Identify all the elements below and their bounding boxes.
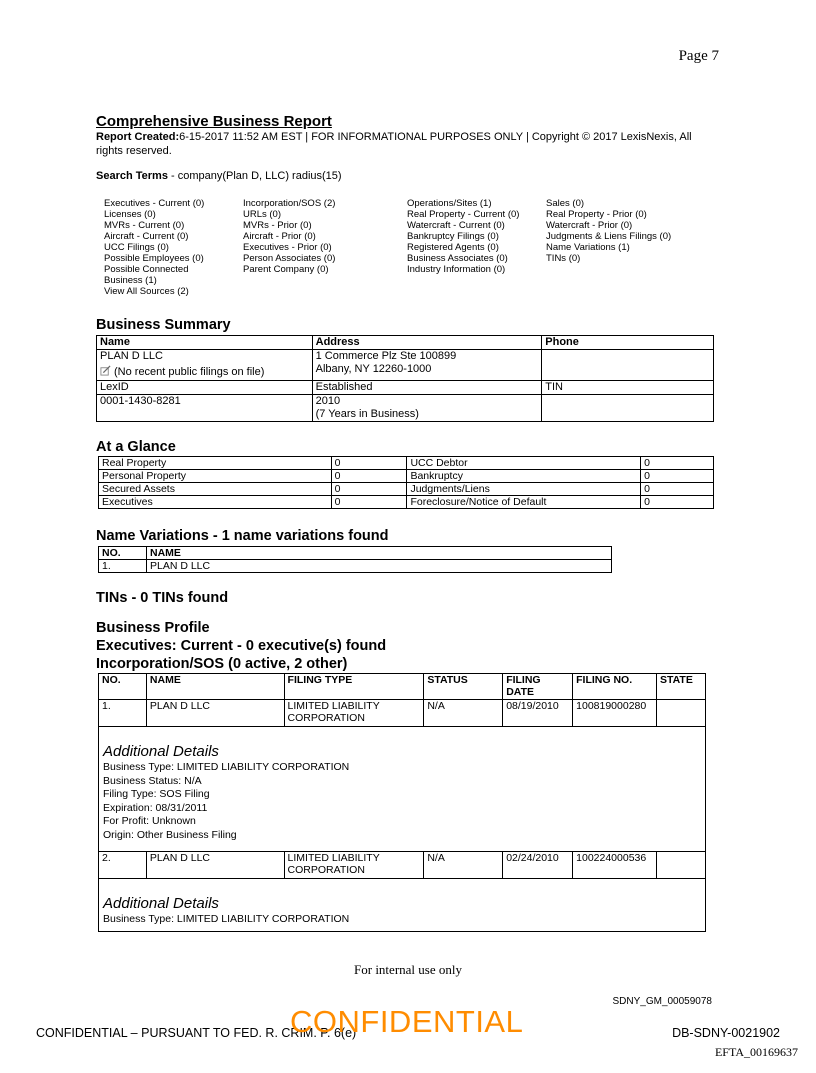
glance-label: Foreclosure/Notice of Default bbox=[407, 496, 641, 509]
col-header-name: NAME bbox=[146, 674, 284, 700]
db-sdny-number: DB-SDNY-0021902 bbox=[672, 1026, 780, 1040]
source-link[interactable]: Business Associates (0) bbox=[407, 253, 508, 264]
tin-value bbox=[542, 395, 714, 422]
record-filing-date: 08/19/2010 bbox=[503, 700, 573, 727]
detail-line: Business Type: LIMITED LIABILITY CORPORATION bbox=[103, 913, 350, 925]
table-row bbox=[99, 700, 706, 727]
glance-value: 0 bbox=[331, 483, 407, 496]
table-row bbox=[99, 727, 706, 852]
col-header-filing-date: FILING DATE bbox=[503, 674, 573, 700]
table-row bbox=[99, 560, 612, 573]
row-name: PLAN D LLC bbox=[147, 560, 612, 573]
table-row bbox=[97, 395, 714, 422]
record-status: N/A bbox=[424, 852, 503, 879]
search-terms-label: Search Terms bbox=[96, 170, 168, 182]
established-year: 2010 bbox=[315, 395, 341, 407]
record-filing-type: LIMITED LIABILITY CORPORATION bbox=[284, 700, 424, 727]
col-header-no: NO. bbox=[99, 547, 147, 560]
confidential-notice: CONFIDENTIAL – PURSUANT TO FED. R. CRIM. P. 6(e) bbox=[36, 1026, 357, 1040]
glance-label: Real Property bbox=[99, 457, 332, 470]
sources-col-2 bbox=[243, 198, 335, 275]
at-a-glance-heading: At a Glance bbox=[96, 439, 176, 455]
glance-value: 0 bbox=[641, 483, 714, 496]
additional-details-title: Additional Details bbox=[103, 895, 219, 912]
source-link[interactable]: Operations/Sites (1) bbox=[407, 198, 492, 209]
view-all-sources-link[interactable]: View All Sources (2) bbox=[104, 286, 189, 297]
record-name: PLAN D LLC bbox=[146, 700, 284, 727]
tins-heading: TINs - 0 TINs found bbox=[96, 590, 229, 606]
table-row bbox=[99, 496, 714, 509]
sources-col-1 bbox=[104, 198, 204, 297]
additional-details-title: Additional Details bbox=[103, 743, 219, 760]
report-created bbox=[96, 130, 721, 158]
glance-value: 0 bbox=[641, 496, 714, 509]
col-header-status: STATUS bbox=[424, 674, 503, 700]
table-row bbox=[99, 852, 706, 879]
record-no: 2. bbox=[99, 852, 147, 879]
table-row bbox=[99, 674, 706, 700]
source-link[interactable]: Watercraft - Current (0) bbox=[407, 220, 505, 231]
record-no: 1. bbox=[99, 700, 147, 727]
business-name: PLAN D LLC bbox=[100, 350, 163, 362]
glance-label: Bankruptcy bbox=[407, 470, 641, 483]
efta-number: EFTA_00169637 bbox=[714, 1045, 798, 1059]
no-filings-note: (No recent public filings on file) bbox=[114, 366, 265, 378]
additional-details bbox=[99, 727, 706, 852]
record-filing-no: 100224000536 bbox=[573, 852, 657, 879]
glance-value: 0 bbox=[331, 470, 407, 483]
table-row bbox=[99, 547, 612, 560]
bates-number: SDNY_GM_00059078 bbox=[612, 996, 712, 1007]
confidential-stamp: CONFIDENTIAL bbox=[290, 1004, 524, 1039]
table-row bbox=[99, 879, 706, 932]
source-link[interactable]: Real Property - Prior (0) bbox=[546, 209, 647, 220]
source-link[interactable]: TINs (0) bbox=[546, 253, 581, 264]
detail-line: Business Type: LIMITED LIABILITY CORPORATION bbox=[103, 761, 350, 773]
name-variations-heading: Name Variations - 1 name variations found bbox=[96, 528, 389, 544]
source-link[interactable]: Business (1) bbox=[104, 275, 157, 286]
source-link[interactable]: Person Associates (0) bbox=[243, 253, 336, 264]
glance-label: Personal Property bbox=[99, 470, 332, 483]
table-row bbox=[99, 483, 714, 496]
col-header-lexid: LexID bbox=[97, 381, 313, 395]
source-link[interactable]: Sales (0) bbox=[546, 198, 585, 209]
record-state bbox=[656, 700, 705, 727]
source-link[interactable]: Judgments & Liens Filings (0) bbox=[546, 231, 672, 242]
business-summary-table bbox=[96, 335, 714, 422]
col-header-phone: Phone bbox=[542, 336, 714, 350]
years-in-business: (7 Years in Business) bbox=[315, 408, 419, 420]
glance-label: Judgments/Liens bbox=[407, 483, 641, 496]
source-link[interactable]: Possible Employees (0) bbox=[104, 253, 204, 264]
internal-use-note: For internal use only bbox=[354, 962, 462, 977]
lexid-value: 0001-1430-8281 bbox=[97, 395, 313, 422]
record-filing-no: 100819000280 bbox=[573, 700, 657, 727]
source-link[interactable]: Name Variations (1) bbox=[546, 242, 630, 253]
source-link[interactable]: Bankruptcy Filings (0) bbox=[407, 231, 499, 242]
search-terms-text: - company(Plan D, LLC) radius(15) bbox=[167, 170, 342, 182]
executives-heading: Executives: Current - 0 executive(s) found bbox=[96, 638, 387, 654]
source-link[interactable]: Parent Company (0) bbox=[243, 264, 329, 275]
glance-value: 0 bbox=[331, 496, 407, 509]
source-link[interactable]: Executives - Prior (0) bbox=[243, 242, 332, 253]
sources-col-4 bbox=[546, 198, 671, 264]
row-no: 1. bbox=[99, 560, 147, 573]
source-link[interactable]: URLs (0) bbox=[243, 209, 282, 220]
col-header-name: NAME bbox=[147, 547, 612, 560]
col-header-no: NO. bbox=[99, 674, 147, 700]
glance-label: Secured Assets bbox=[99, 483, 332, 496]
additional-details bbox=[99, 879, 706, 932]
record-filing-type: LIMITED LIABILITY CORPORATION bbox=[284, 852, 424, 879]
source-link[interactable]: Executives - Current (0) bbox=[104, 198, 205, 209]
source-link[interactable]: Real Property - Current (0) bbox=[407, 209, 520, 220]
source-link[interactable]: Aircraft - Current (0) bbox=[104, 231, 189, 242]
source-link[interactable]: Watercraft - Prior (0) bbox=[546, 220, 633, 231]
source-link[interactable]: Incorporation/SOS (2) bbox=[243, 198, 336, 209]
record-status: N/A bbox=[424, 700, 503, 727]
detail-line: Origin: Other Business Filing bbox=[103, 828, 237, 841]
source-link[interactable]: UCC Filings (0) bbox=[104, 242, 169, 253]
phone-value bbox=[542, 350, 714, 381]
business-summary-heading: Business Summary bbox=[96, 317, 231, 333]
note-icon bbox=[100, 365, 111, 376]
col-header-address: Address bbox=[312, 336, 542, 350]
at-a-glance-table bbox=[98, 456, 714, 509]
address-line-1: 1 Commerce Plz Ste 100899 bbox=[315, 350, 457, 362]
detail-line: Business Status: N/A bbox=[103, 774, 202, 787]
table-row bbox=[97, 336, 714, 350]
report-created-text: 6-15-2017 11:52 AM EST | FOR INFORMATIONAL PURPOSES ONLY | Copyright © 2017 LexisNexis, All rights reserved. bbox=[96, 131, 692, 157]
page-number: Page 7 bbox=[678, 48, 719, 64]
record-filing-date: 02/24/2010 bbox=[503, 852, 573, 879]
glance-value: 0 bbox=[331, 457, 407, 470]
col-header-name: Name bbox=[97, 336, 313, 350]
source-link[interactable]: Registered Agents (0) bbox=[407, 242, 499, 253]
col-header-established: Established bbox=[312, 381, 542, 395]
name-variations-table bbox=[98, 546, 612, 573]
detail-line: Filing Type: SOS Filing bbox=[103, 788, 210, 800]
source-link[interactable]: Possible Connected bbox=[104, 264, 189, 275]
address-line-2: Albany, NY 12260-1000 bbox=[315, 363, 432, 375]
sources-col-3 bbox=[407, 198, 519, 275]
col-header-filing-no: FILING NO. bbox=[573, 674, 657, 700]
table-row bbox=[97, 381, 714, 395]
source-link[interactable]: Industry Information (0) bbox=[407, 264, 506, 275]
detail-line: For Profit: Unknown bbox=[103, 815, 196, 827]
glance-value: 0 bbox=[641, 457, 714, 470]
table-row bbox=[99, 457, 714, 470]
report-created-label: Report Created: bbox=[96, 131, 180, 143]
report-title: Comprehensive Business Report bbox=[96, 113, 332, 130]
source-link[interactable]: Licenses (0) bbox=[104, 209, 156, 220]
detail-line: Expiration: 08/31/2011 bbox=[103, 801, 208, 814]
source-link[interactable]: MVRs - Current (0) bbox=[104, 220, 185, 231]
source-link[interactable]: Aircraft - Prior (0) bbox=[243, 231, 316, 242]
col-header-state: STATE bbox=[656, 674, 705, 700]
search-terms bbox=[96, 170, 342, 182]
table-row bbox=[99, 470, 714, 483]
glance-label: UCC Debtor bbox=[407, 457, 641, 470]
glance-label: Executives bbox=[99, 496, 332, 509]
source-link[interactable]: MVRs - Prior (0) bbox=[243, 220, 312, 231]
table-row bbox=[97, 350, 714, 381]
incorporation-heading: Incorporation/SOS (0 active, 2 other) bbox=[96, 656, 348, 672]
record-name: PLAN D LLC bbox=[146, 852, 284, 879]
col-header-tin: TIN bbox=[542, 381, 714, 395]
business-profile-heading: Business Profile bbox=[96, 620, 210, 636]
incorporation-table bbox=[98, 673, 706, 932]
record-state bbox=[656, 852, 705, 879]
glance-value: 0 bbox=[641, 470, 714, 483]
col-header-filing-type: FILING TYPE bbox=[284, 674, 424, 700]
